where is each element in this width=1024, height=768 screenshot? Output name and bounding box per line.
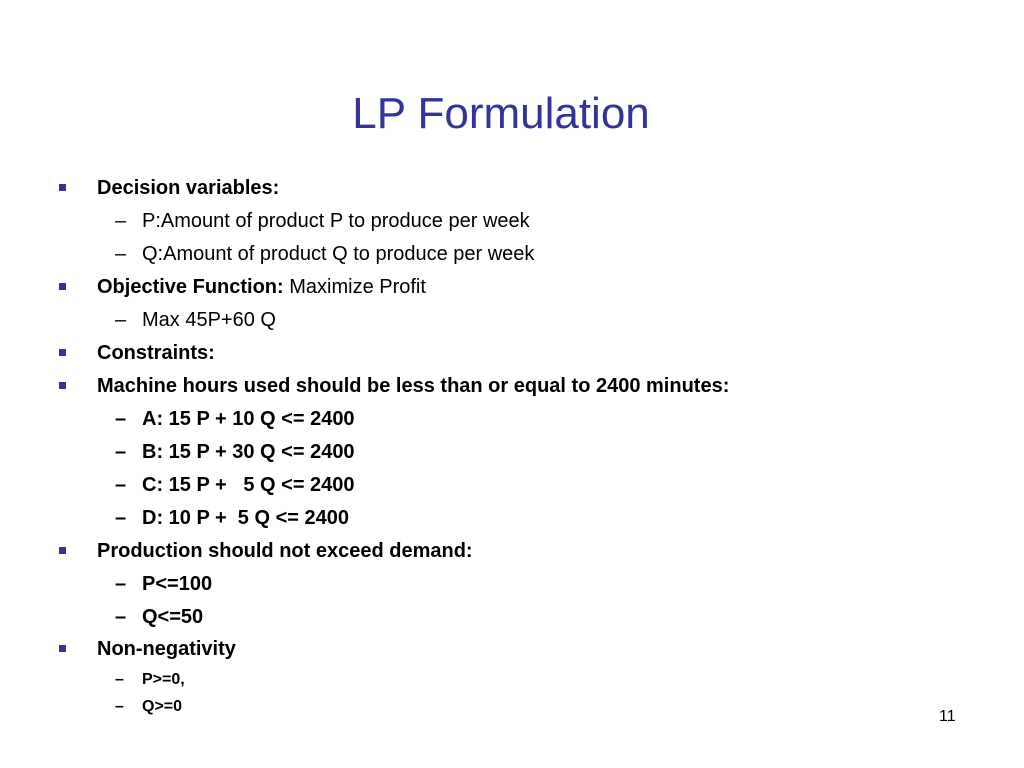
sub-item-text: Q:Amount of product Q to produce per week — [142, 243, 535, 265]
dash-icon: – — [115, 243, 127, 265]
sub-item-machine-b — [115, 439, 355, 465]
sub-item-text: P<=100 — [142, 573, 213, 595]
page-number: 11 — [939, 708, 956, 725]
sub-item-machine-d — [115, 505, 349, 531]
bullet-text: Constraints: — [97, 342, 215, 364]
sub-item-machine-a — [115, 406, 355, 432]
square-bullet-icon — [59, 645, 66, 652]
sub-item-demand-q — [115, 604, 204, 630]
dash-icon: – — [115, 698, 124, 715]
bullet-heading: Objective Function: — [97, 276, 284, 298]
bullet-text: Production should not exceed demand: — [97, 540, 473, 562]
bullet-constraints — [97, 340, 215, 366]
sub-item-text: Q<=50 — [142, 606, 204, 628]
dash-icon: – — [115, 441, 127, 463]
bullet-decision-variables — [97, 175, 279, 201]
bullet-text: Non-negativity — [97, 638, 236, 660]
bullet-non-negativity — [97, 636, 236, 662]
sub-item-demand-p — [115, 571, 213, 597]
slide-title: LP Formulation — [352, 89, 650, 138]
dash-icon: – — [115, 408, 127, 430]
dash-icon: – — [115, 671, 124, 688]
dash-icon: – — [115, 606, 127, 628]
sub-item-nonneg-q — [115, 694, 183, 720]
sub-item-text: A: 15 P + 10 Q <= 2400 — [142, 408, 355, 430]
dash-icon: – — [115, 309, 127, 331]
bullet-objective-function — [97, 274, 426, 300]
square-bullet-icon — [59, 547, 66, 554]
sub-item-machine-c — [115, 472, 355, 498]
sub-item-variable-q — [115, 241, 535, 267]
dash-icon: – — [115, 474, 127, 496]
square-bullet-icon — [59, 184, 66, 191]
sub-item-text: C: 15 P + 5 Q <= 2400 — [142, 474, 355, 496]
dash-icon: – — [115, 573, 127, 595]
sub-item-text: Q>=0 — [142, 698, 183, 715]
square-bullet-icon — [59, 283, 66, 290]
dash-icon: – — [115, 507, 127, 529]
sub-item-text: B: 15 P + 30 Q <= 2400 — [142, 441, 355, 463]
sub-item-text: Max 45P+60 Q — [142, 309, 276, 331]
bullet-machine-hours — [97, 373, 729, 399]
sub-item-text: D: 10 P + 5 Q <= 2400 — [142, 507, 349, 529]
square-bullet-icon — [59, 349, 66, 356]
dash-icon: – — [115, 210, 127, 232]
bullet-text: Maximize Profit — [283, 276, 426, 298]
bullet-text: Machine hours used should be less than or equal to 2400 minutes: — [97, 375, 730, 397]
sub-item-nonneg-p — [115, 667, 185, 693]
sub-item-text: P:Amount of product P to produce per week — [142, 210, 530, 232]
sub-item-text: P>=0, — [142, 671, 185, 688]
square-bullet-icon — [59, 382, 66, 389]
sub-item-variable-p — [115, 208, 530, 234]
bullet-demand — [97, 538, 473, 564]
bullet-text: Decision variables: — [97, 177, 280, 199]
sub-item-objective-formula — [115, 307, 276, 333]
